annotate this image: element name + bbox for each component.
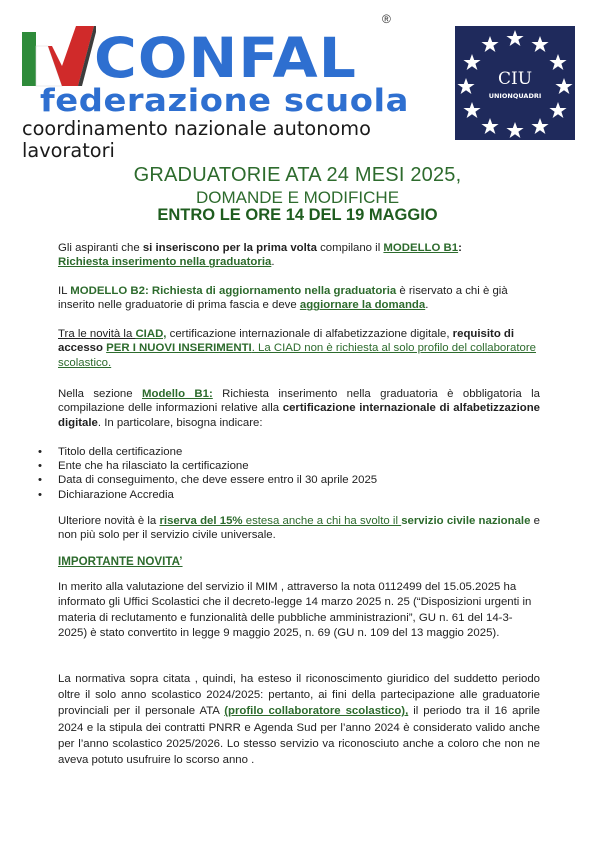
text-run: IL <box>58 285 71 297</box>
emphasis-first-time: si inseriscono per la prima volta <box>142 242 317 254</box>
page-title: GRADUATORIE ATA 24 MESI 2025, <box>133 164 462 186</box>
emphasis-servizio-civile: servizio civile nazionale <box>401 515 531 527</box>
paragraph-normativa <box>58 671 540 768</box>
modello-b1-title: Richiesta inserimento nella graduatoria <box>58 256 272 269</box>
text-run: Tra le novità la <box>58 328 136 340</box>
text-run: . <box>271 256 275 269</box>
brand-subtitle: coordinamento nazionale autonomo lavoratori <box>22 117 371 162</box>
ciu-unionquadri-logo <box>455 26 575 140</box>
modello-b2-label: MODELLO B2 <box>70 285 145 297</box>
text-run: certificazione internazionale di alfabetizzazione digitale, <box>166 328 453 340</box>
modello-b2-title: : Richiesta di aggiornamento nella graduatoria <box>144 285 397 297</box>
list-item: • Data di conseguimento, che deve essere entro il 30 aprile 2025 <box>38 473 518 487</box>
paragraph-mim-note: In merito alla valutazione del servizio il MIM , attraverso la nota 0112499 del 15.05.2025 ha informato gli Uffici Scolastici che il decreto-legge 14 marzo 2025 n. 25 (“Disposizioni urgenti in materia di reclutamento e funzionalità delle pubbliche amministrazioni”, GU n. 61 del 14-3- 2025) è stato convertito in legge 9 maggio 2025, n. 69 (GU n. 109 del 13 maggio 2025). <box>58 581 532 640</box>
paragraph-riserva <box>58 514 540 543</box>
text-run: Nella sezione <box>58 388 142 400</box>
list-item: • Dichiarazione Accredia <box>38 488 518 502</box>
page-subtitle: DOMANDE E MODIFICHE <box>195 188 400 207</box>
brand-tagline: federazione scuola <box>40 83 409 119</box>
confal-logo <box>20 12 452 162</box>
text-run: è riservato a chi è già inserito nelle graduatorie di prima fascia e deve <box>58 285 508 312</box>
paragraph-ciad <box>58 327 540 370</box>
list-item: • Ente che ha rilasciato la certificazione <box>38 459 518 473</box>
emphasis-digital-certification: certificazione internazionale di alfabetizzazione digitale <box>58 402 540 429</box>
emphasis-riserva-15: riserva del 15% <box>159 515 243 527</box>
ciad-label: CIAD, <box>135 328 167 340</box>
italian-flag-logo-mark <box>22 26 96 88</box>
paragraph-certification <box>58 387 540 430</box>
text-run: : <box>458 242 462 254</box>
modello-b1-section-label: Modello B1: <box>142 388 213 400</box>
text-run: . <box>425 299 429 312</box>
text-run: La normativa sopra citata , quindi, ha esteso il riconoscimento giuridico del suddetto periodo oltre il solo anno scolastico 2024/2025: pertanto, ai fini della partecipazione alle graduatorie provinciali per il personale ATA <box>58 673 540 718</box>
emphasis-update-application: aggiornare la domanda <box>299 299 426 312</box>
paragraph-modello-b2 <box>58 284 540 313</box>
emphasis-access-requirement: requisito di accesso <box>58 328 515 355</box>
ciad-note: . La CIAD non è richiesta al solo profilo del collaboratore scolastico. <box>58 342 537 369</box>
list-item: • Titolo della certificazione <box>38 445 518 459</box>
text-run: estesa anche a chi ha svolto il <box>242 515 402 527</box>
text-run: Richiesta inserimento nella graduatoria è obbligatoria la compilazione delle informazioni relative alla <box>58 388 540 415</box>
unionquadri-label: UNIONQUADRI <box>488 92 542 100</box>
star-circle-icon <box>455 26 575 140</box>
text-run: compilano il <box>316 242 384 254</box>
registered-trademark: ® <box>382 12 391 26</box>
required-info-list <box>38 445 518 502</box>
ciu-acronym: CIU <box>497 69 533 89</box>
text-run: il periodo tra il 16 aprile 2024 e la stipula dei contratti PNRR e Agenda Sud per l’anno 2024 è considerato valido anche per l’anno scolastico 2025/2026. Lo stesso servizio va riconosciuto anche a coloro che non ne aveva potuto usufruire lo scorso anno . <box>58 705 540 767</box>
emphasis-new-entries: PER I NUOVI INSERIMENTI <box>106 342 252 355</box>
text-run: Gli aspiranti che <box>58 242 143 254</box>
emphasis-collaboratore-scolastico: (profilo collaboratore scolastico), <box>224 705 409 718</box>
text-run: Ulteriore novità è la <box>58 515 160 527</box>
section-heading: IMPORTANTE NOVITA’ <box>58 555 183 568</box>
text-run: . In particolare, bisogna indicare: <box>97 416 263 429</box>
modello-b1-label: MODELLO B1 <box>383 242 459 254</box>
paragraph-modello-b1 <box>58 241 540 270</box>
text-run: e non più solo per il servizio civile universale. <box>58 515 540 542</box>
brand-name: CONFAL <box>94 26 357 90</box>
deadline-heading: ENTRO LE ORE 14 DEL 19 MAGGIO <box>157 206 438 224</box>
